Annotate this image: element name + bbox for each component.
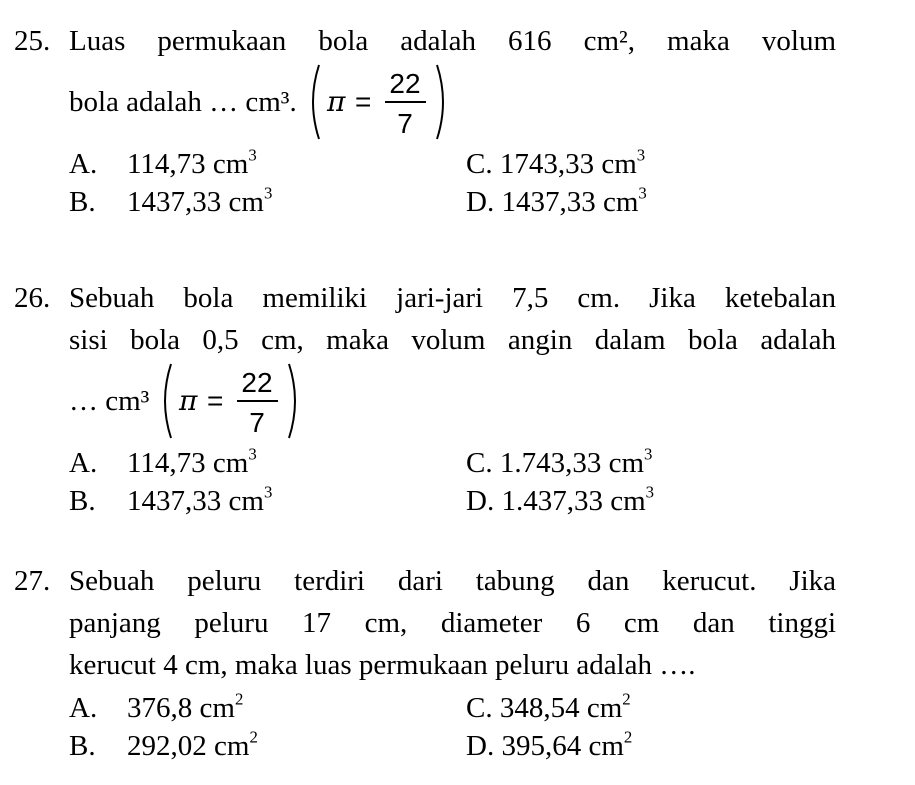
- question-prompt-line: [14, 62, 836, 142]
- question-27: [14, 560, 836, 776]
- question-line: [14, 20, 836, 62]
- numerator: 22: [389, 68, 421, 100]
- question-number: 25.: [14, 25, 51, 57]
- answer-options: [14, 445, 836, 531]
- option-d[interactable]: D. 1.437,33 $cm^3$: [466, 482, 655, 517]
- pi-formula: [305, 61, 455, 143]
- option-c[interactable]: C. 1.743,33 $cm^3$: [466, 444, 653, 479]
- question-text: sisi bola 0,5 cm, maka volum angin dalam bola adalah: [69, 324, 836, 356]
- question-26: [14, 277, 836, 531]
- prompt-text: bola adalah … cm³.: [69, 86, 297, 118]
- option-b[interactable]: B. 1437,33 $cm^3$: [69, 183, 273, 218]
- question-text: Luas permukaan bola adalah 616 cm², maka volum: [69, 25, 836, 57]
- question-line: [14, 319, 836, 361]
- option-b[interactable]: B. 292,02 $cm^2$: [69, 727, 258, 762]
- question-25: [14, 20, 836, 232]
- question-text: Sebuah bola memiliki jari-jari 7,5 cm. Jika ketebalan: [69, 282, 836, 314]
- equals-sign: =: [354, 86, 372, 118]
- question-text: kerucut 4 cm, maka luas permukaan peluru adalah ….: [69, 649, 696, 681]
- option-a[interactable]: A. 376,8 $cm^2$: [69, 689, 244, 724]
- question-text: Sebuah peluru terdiri dari tabung dan kerucut. Jika: [69, 565, 836, 597]
- question-number: 27.: [14, 565, 51, 597]
- denominator: 7: [249, 407, 266, 439]
- pi-symbol: π: [179, 384, 198, 418]
- question-number: 26.: [14, 282, 51, 314]
- question-prompt-line: [14, 361, 836, 441]
- option-c[interactable]: C. 348,54 $cm^2$: [466, 689, 631, 724]
- option-c[interactable]: C. 1743,33 $cm^3$: [466, 145, 646, 180]
- pi-symbol: π: [326, 85, 346, 119]
- pi-formula: [157, 360, 307, 442]
- option-b[interactable]: B. 1437,33 $cm^3$: [69, 482, 273, 517]
- question-text: panjang peluru 17 cm, diameter 6 cm dan tinggi: [69, 607, 836, 639]
- denominator: 7: [396, 108, 413, 140]
- option-d[interactable]: D. 395,64 $cm^2$: [466, 727, 633, 762]
- question-prompt: [69, 62, 836, 145]
- question-line: [14, 644, 836, 686]
- question-line: [14, 560, 836, 602]
- question-prompt: [69, 361, 836, 444]
- prompt-text: … cm³: [69, 385, 150, 417]
- equals-sign: =: [207, 385, 224, 417]
- answer-options: [14, 690, 836, 776]
- option-a[interactable]: A. 114,73 $cm^3$: [69, 145, 257, 180]
- numerator: 22: [241, 367, 273, 399]
- option-d[interactable]: D. 1437,33 $cm^3$: [466, 183, 647, 218]
- answer-options: [14, 146, 836, 232]
- question-line: [14, 602, 836, 644]
- question-line: [14, 277, 836, 319]
- option-a[interactable]: A. 114,73 $cm^3$: [69, 444, 257, 479]
